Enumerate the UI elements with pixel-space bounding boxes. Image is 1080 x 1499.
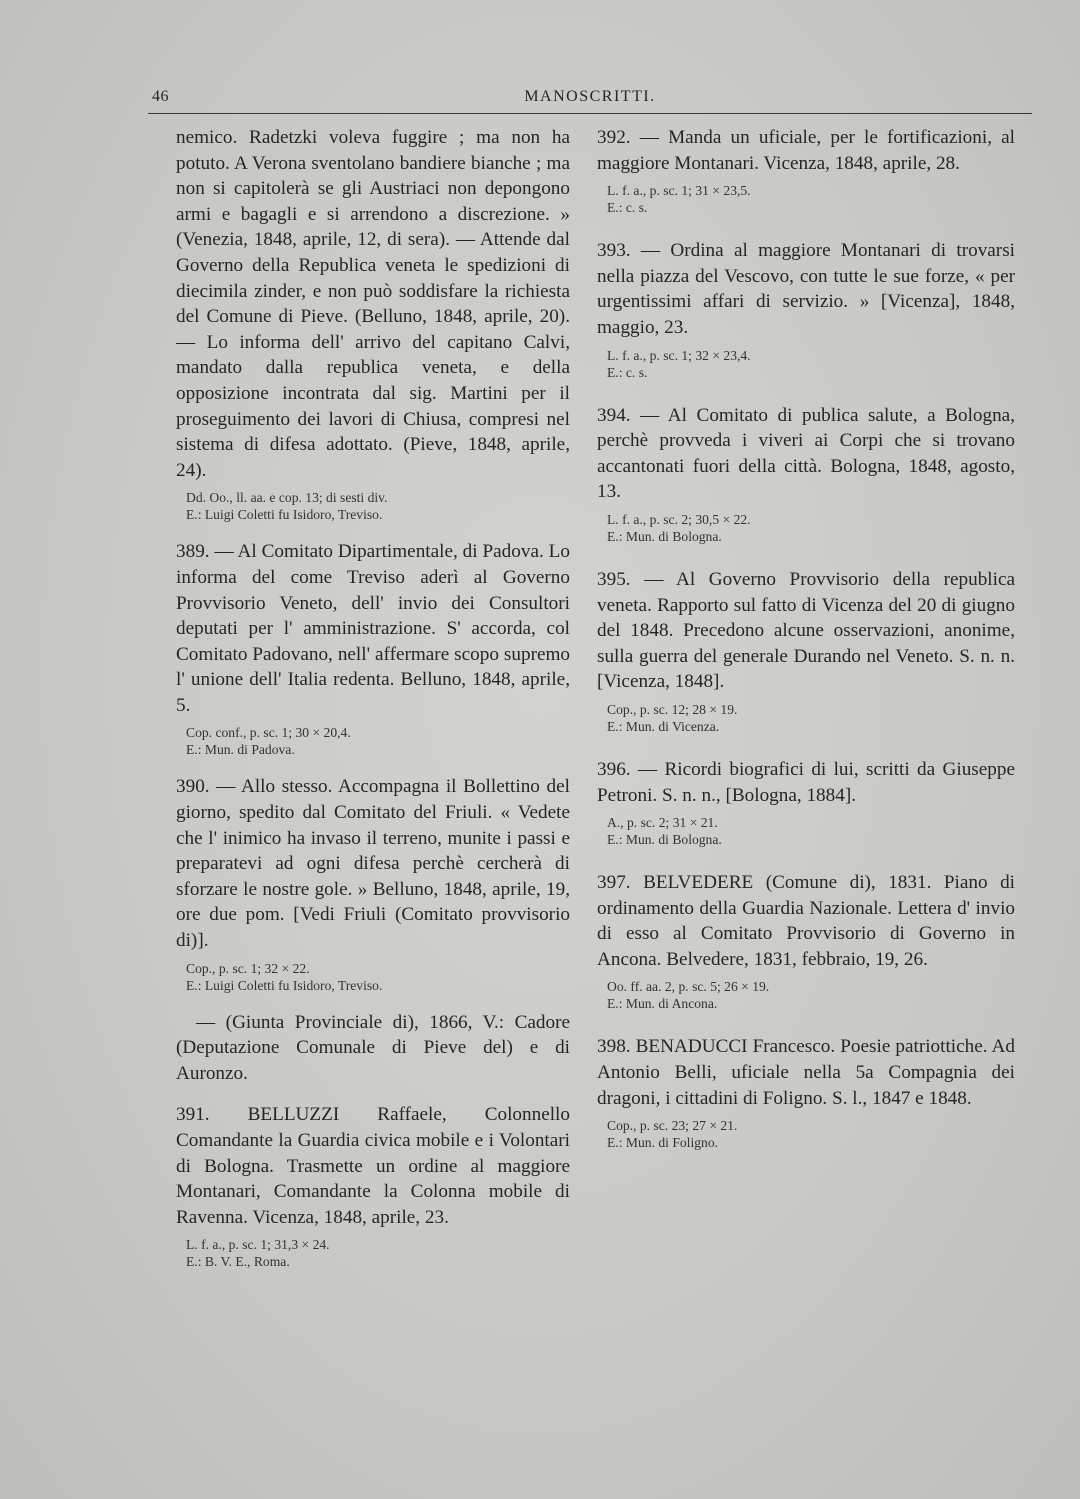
entry-note: L. f. a., p. sc. 2; 30,5 × 22. bbox=[607, 511, 751, 527]
entry-text: 391. BELLUZZI Raffaele, Colonnello Comandante la Guardia civica mobile e i Volontari di Bologna. Trasmette un ordine al maggiore Montanari, Comandante la Colonna mobile di Ravenna. Vicenza, 1848, aprile, 23. bbox=[176, 1104, 570, 1228]
page-header bbox=[148, 88, 1032, 114]
entry-note: L. f. a., p. sc. 1; 31 × 23,5. bbox=[607, 183, 751, 199]
entry-393 bbox=[597, 238, 1015, 380]
entry-text: 392. — Manda un uficiale, per le fortificazioni, al maggiore Montanari. Vicenza, 1848, aprile, 28. bbox=[597, 127, 1015, 174]
entry-note: E.: Mun. di Padova. bbox=[186, 742, 295, 758]
entry-394 bbox=[597, 403, 1015, 545]
entry-note: Cop., p. sc. 12; 28 × 19. bbox=[607, 701, 738, 717]
entry-text: 395. — Al Governo Provvisorio della republica veneta. Rapporto sul fatto di Vicenza del 20 di giugno del 1848. Precedono alcune osservazioni, anonime, sulla guerra del generale Durando nel Veneto. S. n. n. [Vicenza, 1848]. bbox=[597, 568, 1015, 693]
page-number: 46 bbox=[152, 88, 169, 105]
entry-note: Oo. ff. aa. 2, p. sc. 5; 26 × 19. bbox=[607, 979, 770, 995]
entry-note: E.: Luigi Coletti fu Isidoro, Treviso. bbox=[186, 977, 383, 993]
entry-391 bbox=[176, 1102, 570, 1270]
entry-text: 394. — Al Comitato di publica salute, a Bologna, perchè provveda i viveri ai Corpi che si trovano accantonati fuori della città. Bologna, 1848, agosto, 13. bbox=[597, 404, 1015, 503]
right-column bbox=[597, 125, 1015, 1157]
running-title: MANOSCRITTI. bbox=[524, 88, 656, 105]
left-column bbox=[176, 125, 570, 1276]
entry-note: A., p. sc. 2; 31 × 21. bbox=[607, 815, 718, 831]
entry-392 bbox=[597, 125, 1015, 216]
entry-text: 390. — Allo stesso. Accompagna il Bollettino del giorno, spedito dal Comitato del Friuli. « Vedete che l' inimico ha invaso il terreno, munite i passi e preparatevi ad ogni difesa perchè cercherà di sforzare le nostre gole. » Belluno, 1848, aprile, 19, ore due pom. [Vedi Friuli (Comitato provvisorio di)]. bbox=[176, 776, 570, 952]
entry-note: E.: c. s. bbox=[607, 364, 648, 380]
entry-note: E.: Mun. di Ancona. bbox=[607, 996, 718, 1012]
entry-text: 396. — Ricordi biografici di lui, scritti da Giuseppe Petroni. S. n. n., [Bologna, 1884]. bbox=[597, 758, 1015, 806]
entry-note: E.: c. s. bbox=[607, 200, 648, 216]
entry-398 bbox=[597, 1034, 1015, 1151]
entry-note: Cop., p. sc. 23; 27 × 21. bbox=[607, 1118, 738, 1134]
entry-cross-reference bbox=[176, 1010, 570, 1087]
entry-397 bbox=[597, 870, 1015, 1012]
entry-note: E.: Luigi Coletti fu Isidoro, Treviso. bbox=[186, 507, 383, 523]
entry-continuation bbox=[176, 125, 570, 523]
entry-396 bbox=[597, 757, 1015, 848]
entry-note: E.: B. V. E., Roma. bbox=[186, 1254, 290, 1270]
entry-389 bbox=[176, 539, 570, 758]
header-rule bbox=[148, 113, 1032, 114]
entry-note: E.: Mun. di Bologna. bbox=[607, 832, 722, 848]
entry-note: E.: Mun. di Vicenza. bbox=[607, 718, 720, 734]
entry-note: Dd. Oo., ll. aa. e cop. 13; di sesti div. bbox=[186, 490, 388, 506]
entry-note: Cop., p. sc. 1; 32 × 22. bbox=[186, 960, 310, 976]
entry-text: — (Giunta Provinciale di), 1866, V.: Cadore (Deputazione Comunale di Pieve del) e di Auronzo. bbox=[176, 1011, 570, 1084]
entry-note: E.: Mun. di Bologna. bbox=[607, 528, 722, 544]
entry-note: L. f. a., p. sc. 1; 31,3 × 24. bbox=[186, 1237, 330, 1253]
entry-note: Cop. conf., p. sc. 1; 30 × 20,4. bbox=[186, 725, 351, 741]
entry-note: E.: Mun. di Foligno. bbox=[607, 1135, 719, 1151]
entry-text: 389. — Al Comitato Dipartimentale, di Padova. Lo informa del come Treviso aderì al Governo Provvisorio Veneto, dell' invio dei Consultori deputati per l' amministrazione. S' accorda, col Comitato Padovano, nell' affermare scopo supremo l' unione dell' Italia redenta. Belluno, 1848, aprile, 5. bbox=[176, 541, 570, 716]
entry-note: L. f. a., p. sc. 1; 32 × 23,4. bbox=[607, 347, 751, 363]
entry-text: 393. — Ordina al maggiore Montanari di trovarsi nella piazza del Vescovo, con tutte le sue forze, « per urgentissimi affari di servizio. » [Vicenza], 1848, maggio, 23. bbox=[597, 240, 1015, 338]
entry-395 bbox=[597, 567, 1015, 735]
entry-text: nemico. Radetzki voleva fuggire ; ma non ha potuto. A Verona sventolano bandiere bianche ; ma non si capitolerà se gli Austriaci non depongono armi e bagagli e si arrendono a discrezione. » (Venezia, 1848, aprile, 12, di sera). — Attende dal Governo della Republica veneta le spedizioni di diecimila zinder, e non può soddisfare la richiesta del Comune di Pieve. (Belluno, 1848, aprile, 20). — Lo informa dell' arrivo del capitano Calvi, mandato dalla republica veneta, e della opposizione incontrata dal sig. Martini per il proseguimento dei lavori di Chiusa, compresi nel sistema di difesa adottato. (Pieve, 1848, aprile, 24). bbox=[176, 127, 570, 481]
entry-text: 398. BENADUCCI Francesco. Poesie patriottiche. Ad Antonio Belli, uficiale nella 5a Compagnia dei dragoni, i cittadini di Foligno. S. l., 1847 e 1848. bbox=[597, 1036, 1015, 1109]
entry-text: 397. BELVEDERE (Comune di), 1831. Piano di ordinamento della Guardia Nazionale. Lettera d' invio di esso al Comitato Provvisorio di Governo in Ancona. Belvedere, 1831, febbraio, 19, 26. bbox=[597, 872, 1015, 970]
entry-390 bbox=[176, 774, 570, 993]
